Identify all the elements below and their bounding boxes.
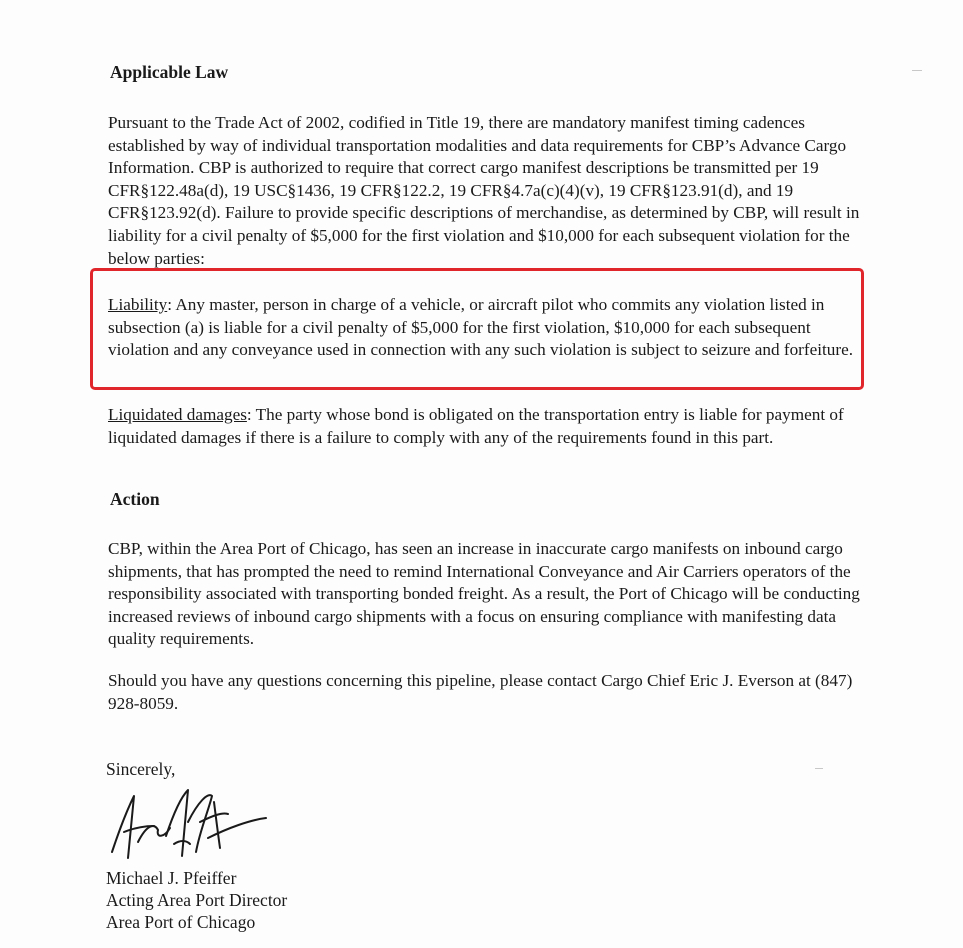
action-paragraph: CBP, within the Area Port of Chicago, has seen an increase in inaccurate cargo manifests on inbound cargo shipments, that has prompted the need to remind International Conveyance and Air Carriers operators of the responsibility associated with transporting bonded freight. As a result, the Port of Chicago will be conducting increased reviews of inbound cargo shipments with a focus on ensuring compliance with manifesting data quality requirements. [108, 539, 860, 649]
signer-name: Michael J. Pfeiffer [106, 868, 237, 888]
signer-office: Area Port of Chicago [106, 912, 256, 932]
liability-term: Liability [108, 295, 168, 314]
applicable-law-heading: Applicable Law [110, 62, 229, 82]
liquidated-damages-paragraph [108, 404, 868, 449]
contact-paragraph: Should you have any questions concerning this pipeline, please contact Cargo Chief Eric J. Everson at (847) 928-8059. [108, 671, 853, 713]
liquidated-damages-term: Liquidated damages [108, 405, 247, 424]
signature-image [104, 782, 274, 872]
scan-mark [912, 70, 922, 71]
applicable-law-paragraph: Pursuant to the Trade Act of 2002, codified in Title 19, there are mandatory manifest timing cadences established by way of individual transportation modalities and data requirements for CBP’s Advance Cargo Information. CBP is authorized to require that correct cargo manifest descriptions be transmitted per 19 CFR§122.48a(d), 19 USC§1436, 19 CFR§122.2, 19 CFR§4.7a(c)(4)(v), 19 CFR§123.91(d), and 19 CFR§123.92(d). Failure to provide specific descriptions of merchandise, as determined by CBP, will result in liability for a civil penalty of $5,000 for the first violation and $10,000 for each subsequent violation for the below parties: [108, 113, 860, 268]
scan-mark [815, 768, 823, 769]
liability-text: : Any master, person in charge of a vehicle, or aircraft pilot who commits any violation listed in subsection (a) is liable for a civil penalty of $5,000 for the first violation, $10,000 for each subsequent violation and any conveyance used in connection with any such violation is subject to seizure and forfeiture. [108, 295, 854, 360]
liability-paragraph [108, 294, 868, 362]
salutation: Sincerely, [106, 759, 176, 779]
signer-title: Acting Area Port Director [106, 890, 288, 910]
action-heading: Action [110, 489, 160, 509]
liquidated-damages-text: : The party whose bond is obligated on the transportation entry is liable for payment of liquidated damages if there is a failure to comply with any of the requirements found in this part. [108, 405, 844, 447]
